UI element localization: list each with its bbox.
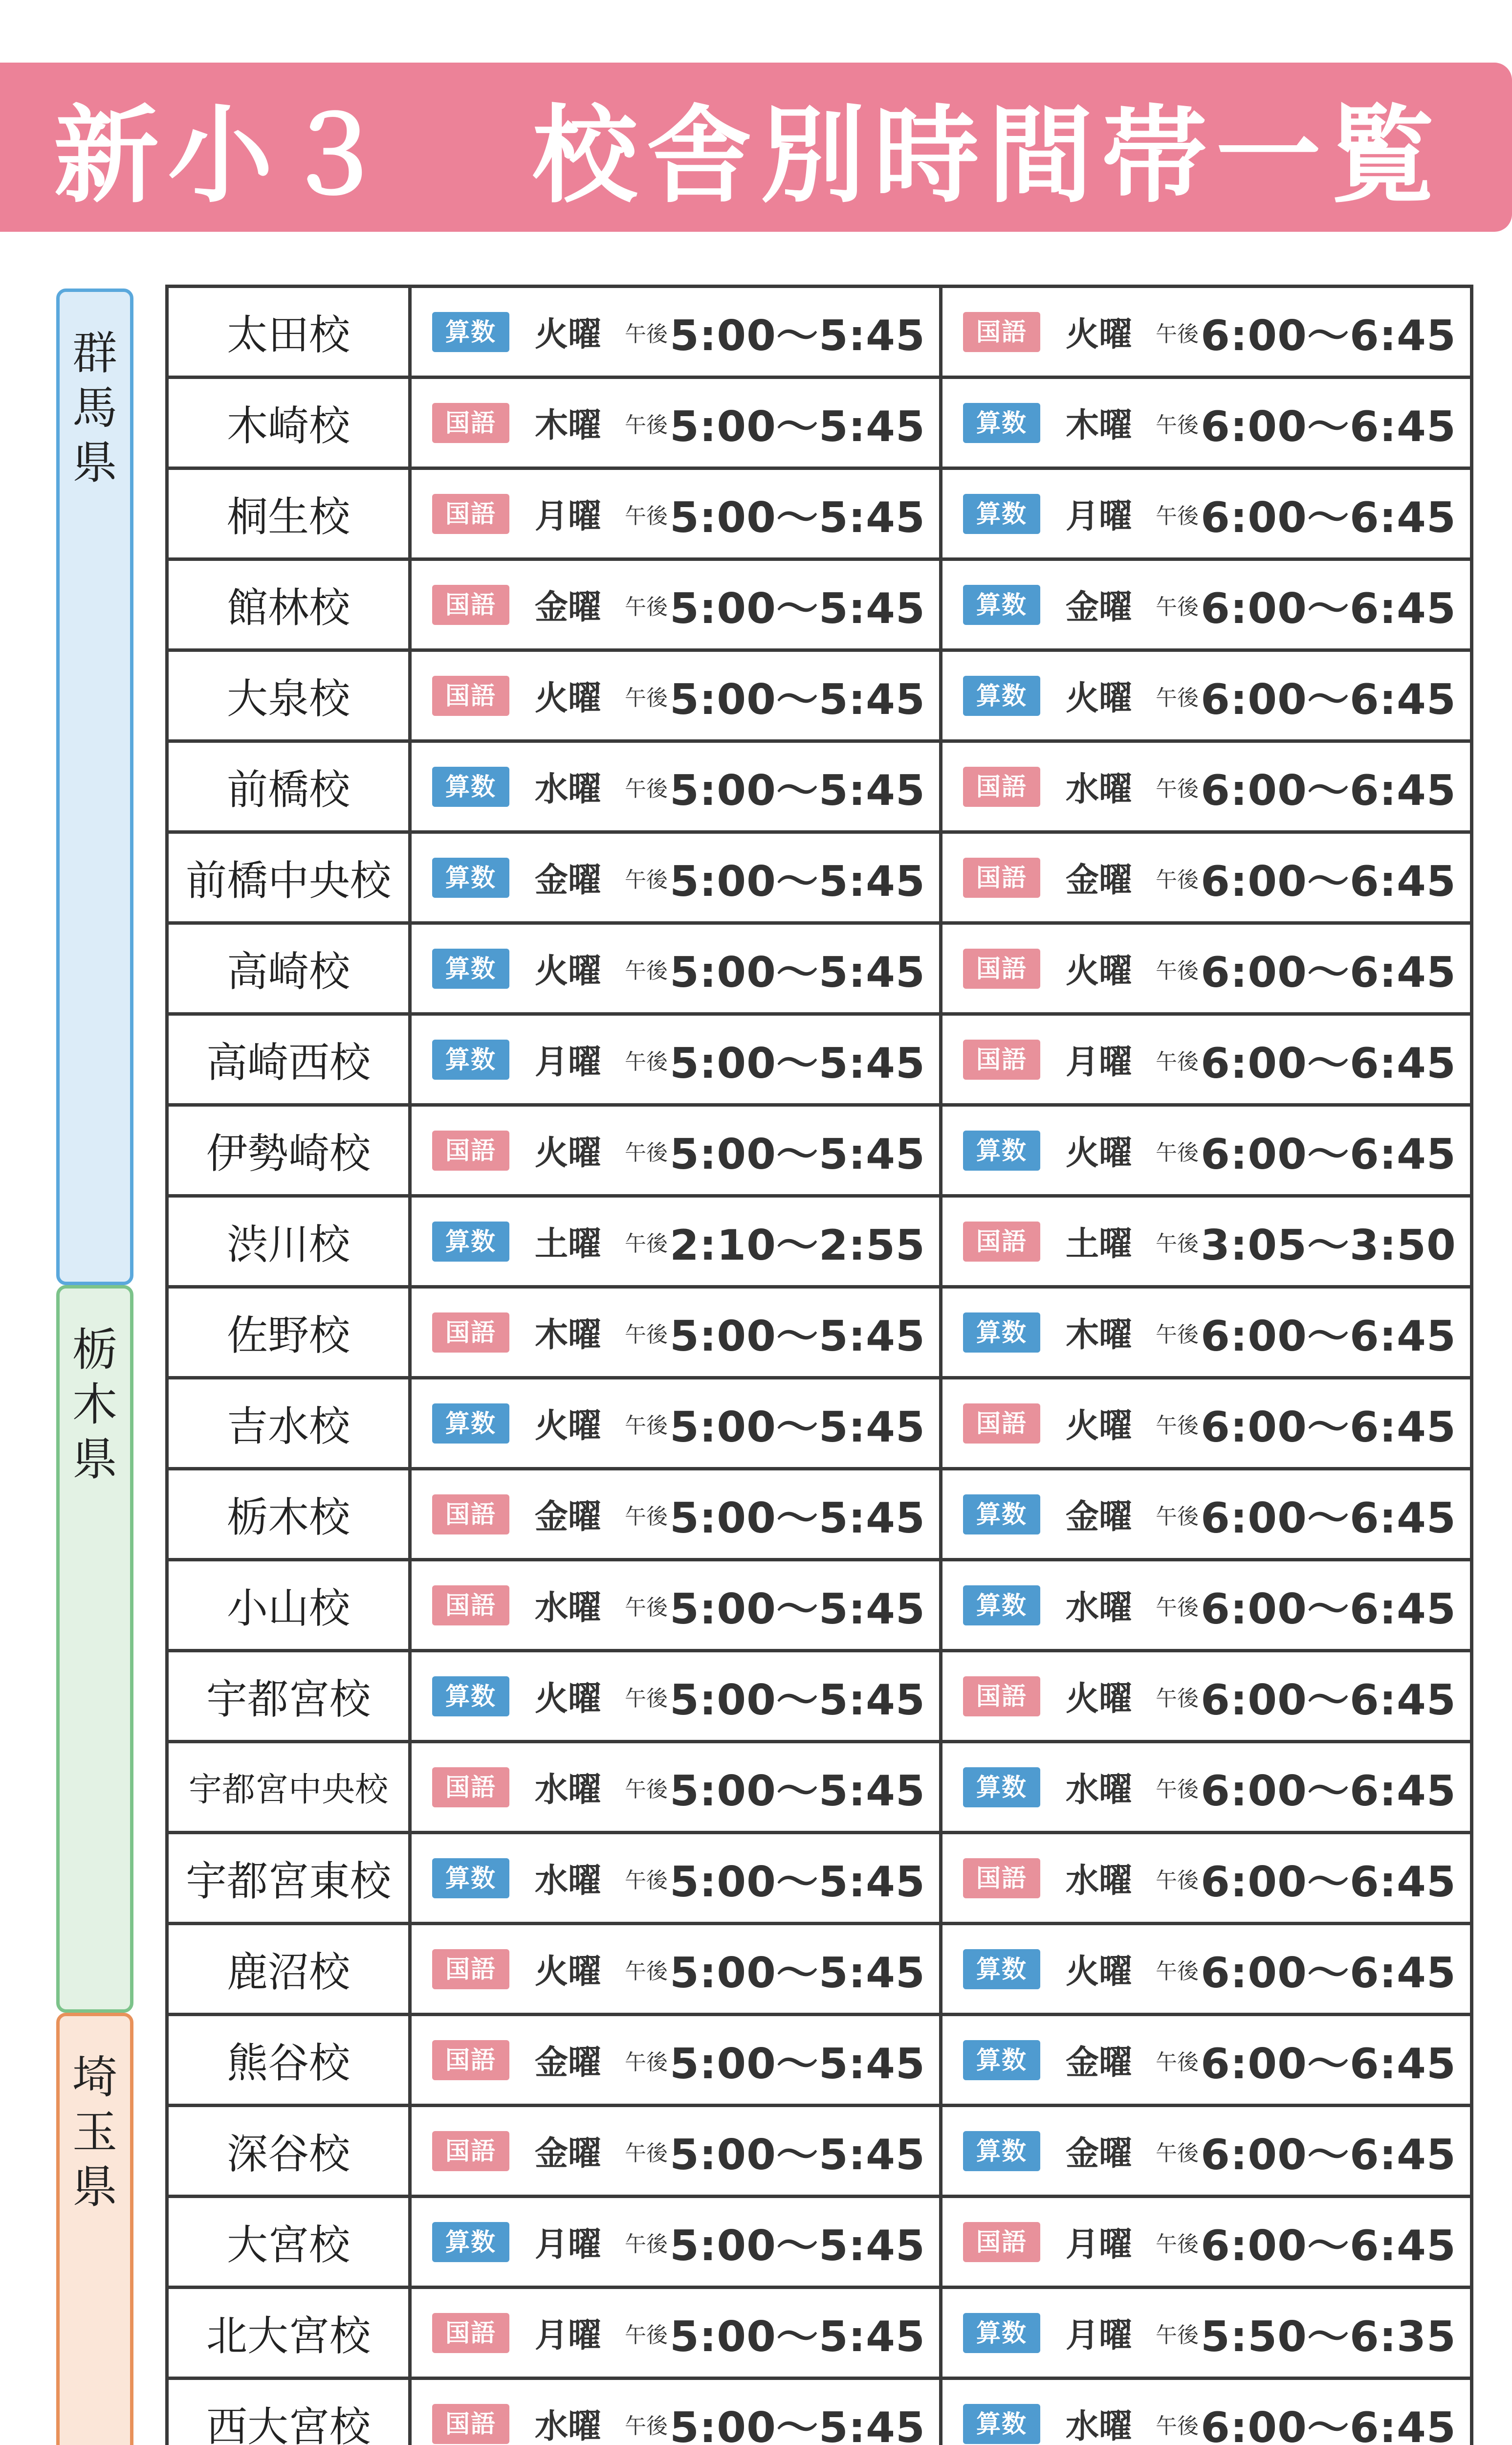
weekday-label: 火曜	[535, 1134, 602, 1173]
subject-badge: 国語	[963, 312, 1040, 352]
weekday-label: 火曜	[1066, 315, 1133, 354]
weekday-label: 水曜	[1066, 770, 1133, 809]
pm-label: 午後	[625, 321, 668, 347]
weekday-label: 火曜	[535, 952, 602, 991]
school-name: 高崎西校	[167, 1014, 410, 1105]
school-name: 太田校	[167, 287, 410, 378]
first-session	[410, 287, 941, 378]
pm-label: 午後	[1156, 2413, 1199, 2439]
table-row	[167, 1833, 1472, 1924]
subject-badge: 国語	[963, 949, 1040, 989]
subject-badge: 算数	[963, 676, 1040, 716]
first-session	[410, 1287, 941, 1378]
first-session	[410, 741, 941, 832]
pm-label: 午後	[1156, 1049, 1199, 1074]
table-row	[167, 1378, 1472, 1469]
weekday-label: 木曜	[1066, 406, 1133, 445]
school-name: 前橋校	[167, 741, 410, 832]
second-session	[941, 1105, 1472, 1196]
school-name: 高崎校	[167, 923, 410, 1014]
pm-label: 午後	[625, 2231, 668, 2257]
table-row	[167, 1105, 1472, 1196]
time-range: 6:00～6:45	[1201, 675, 1456, 724]
time-range: 6:00～6:45	[1201, 402, 1456, 451]
weekday-label: 水曜	[535, 1862, 602, 1900]
table-row	[167, 559, 1472, 650]
pm-label: 午後	[625, 2413, 668, 2439]
first-session	[410, 1833, 941, 1924]
pm-label: 午後	[625, 1595, 668, 1620]
pm-label: 午後	[1156, 1322, 1199, 1347]
second-session	[941, 1560, 1472, 1651]
weekday-label: 土曜	[535, 1225, 602, 1264]
first-session	[410, 1560, 941, 1651]
school-name: 館林校	[167, 559, 410, 650]
pm-label: 午後	[625, 503, 668, 529]
time-range: 5:00～5:45	[670, 1311, 925, 1361]
weekday-label: 火曜	[535, 679, 602, 718]
subject-badge: 算数	[432, 2222, 509, 2262]
second-session	[941, 468, 1472, 559]
subject-badge: 算数	[963, 1949, 1040, 1989]
pm-label: 午後	[625, 594, 668, 620]
pm-label: 午後	[1156, 2049, 1199, 2075]
weekday-label: 金曜	[535, 2134, 602, 2173]
weekday-label: 金曜	[1066, 2044, 1133, 2082]
weekday-label: 金曜	[535, 588, 602, 627]
time-range: 5:00～5:45	[670, 311, 925, 360]
first-session	[410, 650, 941, 741]
time-range: 5:00～5:45	[670, 1402, 925, 1452]
second-session	[941, 2106, 1472, 2197]
weekday-label: 金曜	[1066, 2134, 1133, 2173]
weekday-label: 火曜	[1066, 1407, 1133, 1445]
pm-label: 午後	[625, 685, 668, 711]
weekday-label: 火曜	[1066, 1953, 1133, 1991]
school-name: 小山校	[167, 1560, 410, 1651]
subject-badge: 国語	[432, 2313, 509, 2353]
time-range: 5:00～5:45	[670, 1130, 925, 1179]
subject-badge: 国語	[432, 2131, 509, 2171]
pm-label: 午後	[1156, 1777, 1199, 1802]
second-session	[941, 559, 1472, 650]
subject-badge: 国語	[432, 2040, 509, 2080]
subject-badge: 算数	[432, 1222, 509, 1262]
subject-badge: 国語	[963, 1403, 1040, 1444]
second-session	[941, 2197, 1472, 2288]
pm-label: 午後	[625, 2049, 668, 2075]
first-session	[410, 1014, 941, 1105]
weekday-label: 金曜	[535, 861, 602, 900]
subject-badge: 算数	[963, 2313, 1040, 2353]
subject-badge: 算数	[432, 858, 509, 898]
pm-label: 午後	[1156, 1231, 1199, 1256]
second-session	[941, 1378, 1472, 1469]
subject-badge: 算数	[432, 1040, 509, 1080]
weekday-label: 月曜	[1066, 497, 1133, 536]
time-range: 6:00～6:45	[1201, 1130, 1456, 1179]
table-row	[167, 1924, 1472, 2015]
time-range: 5:00～5:45	[670, 493, 925, 542]
school-name: 大宮校	[167, 2197, 410, 2288]
school-name: 吉水校	[167, 1378, 410, 1469]
time-range: 6:00～6:45	[1201, 2039, 1456, 2089]
subject-badge: 国語	[432, 1312, 509, 1353]
pm-label: 午後	[1156, 776, 1199, 801]
school-name: 宇都宮校	[167, 1651, 410, 1742]
time-range: 6:00～6:45	[1201, 1857, 1456, 1907]
weekday-label: 金曜	[535, 1498, 602, 1536]
pm-label: 午後	[1156, 1686, 1199, 1711]
pm-label: 午後	[1156, 1413, 1199, 1438]
first-session	[410, 559, 941, 650]
table-row	[167, 2288, 1472, 2378]
pm-label: 午後	[1156, 1504, 1199, 1529]
table-row	[167, 378, 1472, 468]
prefecture-tochigi	[56, 1285, 133, 2013]
weekday-label: 火曜	[1066, 1134, 1133, 1173]
first-session	[410, 1105, 941, 1196]
pm-label: 午後	[1156, 2140, 1199, 2166]
table-row	[167, 1196, 1472, 1287]
subject-badge: 国語	[432, 1585, 509, 1625]
time-range: 5:00～5:45	[670, 1857, 925, 1907]
table-row	[167, 287, 1472, 378]
first-session	[410, 1924, 941, 2015]
time-range: 6:00～6:45	[1201, 1948, 1456, 1998]
school-name: 西大宮校	[167, 2378, 410, 2445]
first-session	[410, 2106, 941, 2197]
weekday-label: 火曜	[535, 1680, 602, 1718]
pm-label: 午後	[625, 412, 668, 438]
time-range: 5:50～6:35	[1201, 2312, 1456, 2361]
subject-badge: 算数	[963, 2131, 1040, 2171]
time-range: 5:00～5:45	[670, 948, 925, 997]
weekday-label: 火曜	[535, 1953, 602, 1991]
weekday-label: 金曜	[1066, 588, 1133, 627]
subject-badge: 算数	[963, 1585, 1040, 1625]
weekday-label: 水曜	[535, 1589, 602, 1627]
pm-label: 午後	[1156, 1140, 1199, 1165]
weekday-label: 月曜	[1066, 2316, 1133, 2355]
school-name: 熊谷校	[167, 2015, 410, 2106]
time-range: 5:00～5:45	[670, 2403, 925, 2445]
weekday-label: 水曜	[1066, 1771, 1133, 1809]
subject-badge: 国語	[963, 1222, 1040, 1262]
school-name: 前橋中央校	[167, 832, 410, 923]
time-range: 6:00～6:45	[1201, 948, 1456, 997]
weekday-label: 月曜	[535, 1043, 602, 1082]
weekday-label: 水曜	[1066, 2407, 1133, 2445]
pm-label: 午後	[625, 1049, 668, 1074]
subject-badge: 国語	[432, 585, 509, 625]
second-session	[941, 1014, 1472, 1105]
time-range: 5:00～5:45	[670, 2312, 925, 2361]
weekday-label: 月曜	[1066, 2225, 1133, 2264]
time-range: 6:00～6:45	[1201, 2403, 1456, 2445]
time-range: 5:00～5:45	[670, 1948, 925, 1998]
subject-badge: 算数	[432, 1858, 509, 1898]
weekday-label: 月曜	[1066, 1043, 1133, 1082]
pm-label: 午後	[1156, 1958, 1199, 1984]
second-session	[941, 741, 1472, 832]
first-session	[410, 378, 941, 468]
time-range: 6:00～6:45	[1201, 2130, 1456, 2179]
weekday-label: 水曜	[1066, 1589, 1133, 1627]
first-session	[410, 2197, 941, 2288]
pm-label: 午後	[1156, 685, 1199, 711]
subject-badge: 算数	[432, 1676, 509, 1716]
subject-badge: 算数	[963, 1494, 1040, 1534]
time-range: 3:05～3:50	[1201, 1221, 1456, 1270]
time-range: 5:00～5:45	[670, 2039, 925, 2089]
time-range: 5:00～5:45	[670, 2130, 925, 2179]
second-session	[941, 1742, 1472, 1833]
pm-label: 午後	[1156, 1867, 1199, 1893]
subject-badge: 国語	[432, 494, 509, 534]
school-name: 大泉校	[167, 650, 410, 741]
table-row	[167, 1469, 1472, 1560]
pm-label: 午後	[1156, 1595, 1199, 1620]
weekday-label: 火曜	[1066, 952, 1133, 991]
pm-label: 午後	[1156, 412, 1199, 438]
school-name: 木崎校	[167, 378, 410, 468]
time-range: 6:00～6:45	[1201, 1675, 1456, 1725]
second-session	[941, 1924, 1472, 2015]
weekday-label: 土曜	[1066, 1225, 1133, 1264]
prefecture-saitama	[56, 2013, 133, 2445]
time-range: 6:00～6:45	[1201, 1766, 1456, 1816]
second-session	[941, 923, 1472, 1014]
first-session	[410, 832, 941, 923]
time-range: 6:00～6:45	[1201, 766, 1456, 815]
pm-label: 午後	[625, 958, 668, 983]
time-range: 6:00～6:45	[1201, 2221, 1456, 2270]
subject-badge: 算数	[432, 312, 509, 352]
subject-badge: 算数	[963, 1767, 1040, 1807]
pm-label: 午後	[1156, 958, 1199, 983]
time-range: 5:00～5:45	[670, 675, 925, 724]
time-range: 5:00～5:45	[670, 584, 925, 633]
time-range: 5:00～5:45	[670, 1766, 925, 1816]
second-session	[941, 2378, 1472, 2445]
subject-badge: 算数	[963, 403, 1040, 443]
school-name: 栃木校	[167, 1469, 410, 1560]
time-range: 5:00～5:45	[670, 766, 925, 815]
second-session	[941, 2288, 1472, 2378]
subject-badge: 国語	[963, 1676, 1040, 1716]
second-session	[941, 1196, 1472, 1287]
first-session	[410, 1742, 941, 1833]
weekday-label: 水曜	[1066, 1862, 1133, 1900]
time-range: 2:10～2:55	[670, 1221, 925, 1270]
school-name: 宇都宮中央校	[167, 1742, 410, 1833]
subject-badge: 算数	[963, 494, 1040, 534]
pm-label: 午後	[625, 2322, 668, 2348]
page-title	[54, 83, 1444, 217]
subject-badge: 算数	[963, 585, 1040, 625]
pm-label: 午後	[625, 2140, 668, 2166]
weekday-label: 火曜	[535, 1407, 602, 1445]
weekday-label: 火曜	[1066, 679, 1133, 718]
table-row	[167, 1560, 1472, 1651]
subject-badge: 算数	[963, 1312, 1040, 1353]
subject-badge: 国語	[432, 1131, 509, 1171]
table-row	[167, 1651, 1472, 1742]
weekday-label: 木曜	[535, 406, 602, 445]
pm-label: 午後	[1156, 594, 1199, 620]
subject-badge: 国語	[432, 403, 509, 443]
weekday-label: 金曜	[535, 2044, 602, 2082]
pm-label: 午後	[1156, 321, 1199, 347]
table-row	[167, 2378, 1472, 2445]
weekday-label: 金曜	[1066, 861, 1133, 900]
time-range: 6:00～6:45	[1201, 584, 1456, 633]
table-row	[167, 2106, 1472, 2197]
time-range: 5:00～5:45	[670, 2221, 925, 2270]
subject-badge: 国語	[432, 2404, 509, 2444]
subject-badge: 国語	[432, 1494, 509, 1534]
prefecture-label: 埼 玉 県	[72, 2051, 117, 2213]
second-session	[941, 378, 1472, 468]
grade-label: 新小３	[54, 94, 395, 217]
weekday-label: 木曜	[1066, 1316, 1133, 1355]
subject-badge: 国語	[432, 1949, 509, 1989]
pm-label: 午後	[625, 1231, 668, 1256]
first-session	[410, 2378, 941, 2445]
schedule-table	[165, 285, 1473, 2445]
time-range: 6:00～6:45	[1201, 1039, 1456, 1088]
weekday-label: 火曜	[535, 315, 602, 354]
subject-badge: 国語	[963, 1858, 1040, 1898]
subject-badge: 算数	[963, 2404, 1040, 2444]
time-range: 5:00～5:45	[670, 1039, 925, 1088]
pm-label: 午後	[1156, 2322, 1199, 2348]
weekday-label: 火曜	[1066, 1680, 1133, 1718]
subject-badge: 国語	[963, 2222, 1040, 2262]
second-session	[941, 832, 1472, 923]
second-session	[941, 1287, 1472, 1378]
prefecture-gunma	[56, 289, 133, 1285]
subject-badge: 算数	[432, 767, 509, 807]
school-name: 深谷校	[167, 2106, 410, 2197]
time-range: 6:00～6:45	[1201, 1493, 1456, 1543]
table-row	[167, 1287, 1472, 1378]
first-session	[410, 1651, 941, 1742]
table-row	[167, 923, 1472, 1014]
subject-badge: 国語	[963, 858, 1040, 898]
time-range: 6:00～6:45	[1201, 857, 1456, 906]
subject-badge: 算数	[432, 949, 509, 989]
school-name: 桐生校	[167, 468, 410, 559]
pm-label: 午後	[625, 1958, 668, 1984]
school-name: 佐野校	[167, 1287, 410, 1378]
weekday-label: 金曜	[1066, 1498, 1133, 1536]
second-session	[941, 1833, 1472, 1924]
prefecture-label: 群 馬 県	[72, 327, 117, 489]
table-row	[167, 832, 1472, 923]
table-row	[167, 650, 1472, 741]
pm-label: 午後	[625, 1686, 668, 1711]
time-range: 6:00～6:45	[1201, 1402, 1456, 1452]
subject-badge: 国語	[963, 1040, 1040, 1080]
table-row	[167, 2197, 1472, 2288]
time-range: 5:00～5:45	[670, 857, 925, 906]
pm-label: 午後	[625, 1140, 668, 1165]
pm-label: 午後	[625, 1322, 668, 1347]
time-range: 6:00～6:45	[1201, 493, 1456, 542]
subject-badge: 算数	[963, 2040, 1040, 2080]
time-range: 5:00～5:45	[670, 1675, 925, 1725]
weekday-label: 水曜	[535, 2407, 602, 2445]
pm-label: 午後	[1156, 867, 1199, 892]
first-session	[410, 1469, 941, 1560]
table-row	[167, 2015, 1472, 2106]
pm-label: 午後	[625, 1413, 668, 1438]
weekday-label: 水曜	[535, 770, 602, 809]
pm-label: 午後	[625, 776, 668, 801]
first-session	[410, 1196, 941, 1287]
title-text: 校舎別時間帯一覧	[532, 94, 1444, 217]
table-row	[167, 1742, 1472, 1833]
weekday-label: 月曜	[535, 2316, 602, 2355]
first-session	[410, 2288, 941, 2378]
pm-label: 午後	[625, 1867, 668, 1893]
pm-label: 午後	[1156, 2231, 1199, 2257]
subject-badge: 算数	[432, 1403, 509, 1444]
second-session	[941, 650, 1472, 741]
school-name: 北大宮校	[167, 2288, 410, 2378]
weekday-label: 月曜	[535, 2225, 602, 2264]
first-session	[410, 2015, 941, 2106]
school-name: 宇都宮東校	[167, 1833, 410, 1924]
pm-label: 午後	[625, 1777, 668, 1802]
time-range: 6:00～6:45	[1201, 1311, 1456, 1361]
time-range: 6:00～6:45	[1201, 311, 1456, 360]
second-session	[941, 1651, 1472, 1742]
subject-badge: 国語	[432, 1767, 509, 1807]
prefecture-label: 栃 木 県	[72, 1324, 117, 1486]
pm-label: 午後	[625, 1504, 668, 1529]
time-range: 5:00～5:45	[670, 402, 925, 451]
second-session	[941, 1469, 1472, 1560]
school-name: 渋川校	[167, 1196, 410, 1287]
first-session	[410, 923, 941, 1014]
weekday-label: 月曜	[535, 497, 602, 536]
second-session	[941, 2015, 1472, 2106]
subject-badge: 算数	[963, 1131, 1040, 1171]
subject-badge: 国語	[432, 676, 509, 716]
time-range: 5:00～5:45	[670, 1584, 925, 1634]
second-session	[941, 287, 1472, 378]
pm-label: 午後	[625, 867, 668, 892]
first-session	[410, 468, 941, 559]
first-session	[410, 1378, 941, 1469]
time-range: 6:00～6:45	[1201, 1584, 1456, 1634]
table-row	[167, 741, 1472, 832]
weekday-label: 木曜	[535, 1316, 602, 1355]
table-row	[167, 1014, 1472, 1105]
pm-label: 午後	[1156, 503, 1199, 529]
school-name: 鹿沼校	[167, 1924, 410, 2015]
subject-badge: 国語	[963, 767, 1040, 807]
weekday-label: 水曜	[535, 1771, 602, 1809]
school-name: 伊勢崎校	[167, 1105, 410, 1196]
time-range: 5:00～5:45	[670, 1493, 925, 1543]
table-row	[167, 468, 1472, 559]
